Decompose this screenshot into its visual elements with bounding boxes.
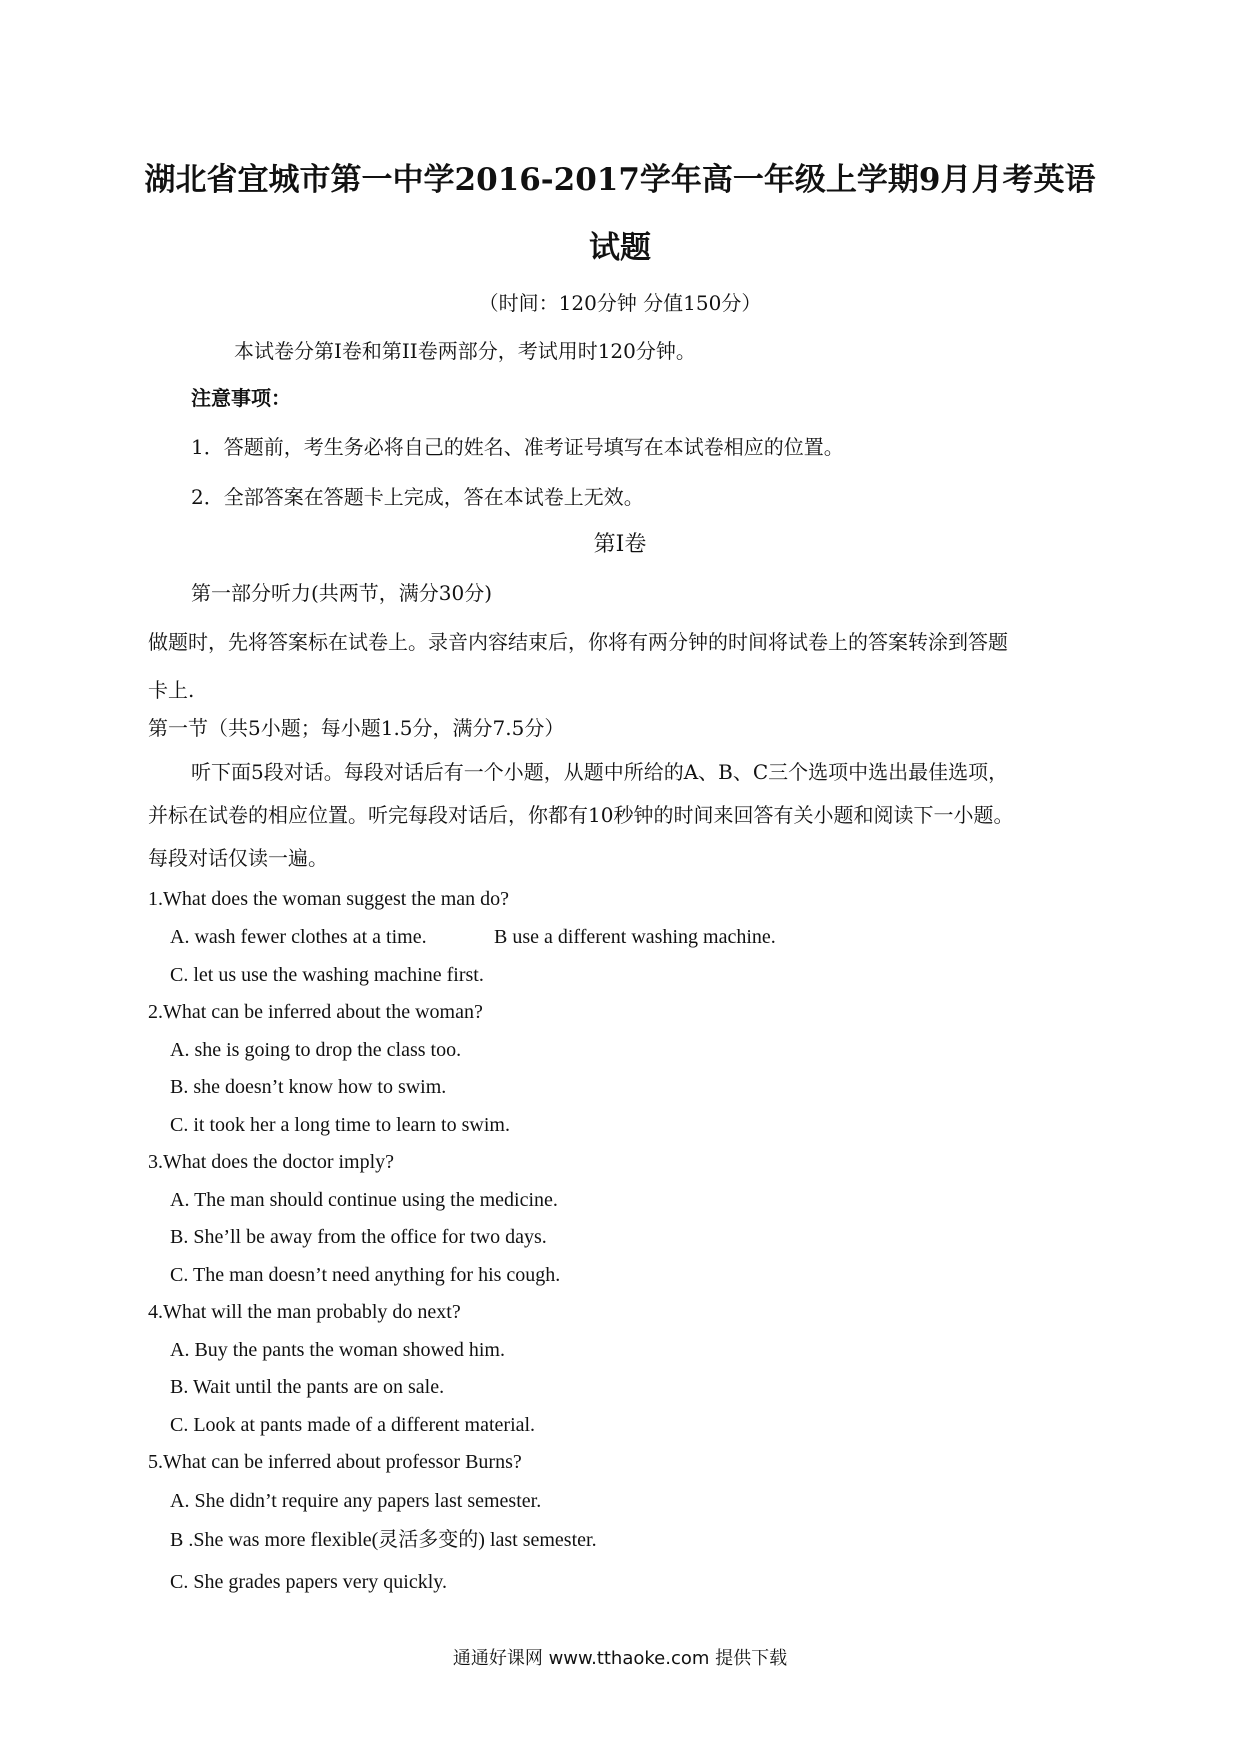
- section-title: 第一部分听力(共两节，满分30分): [191, 581, 493, 605]
- question-5-option-b: B .She was more flexible(灵活多变的) last semester.: [170, 1529, 597, 1551]
- question-4-option-b: B. Wait until the pants are on sale.: [170, 1376, 445, 1398]
- question-3-option-c: C. The man doesn’t need anything for his cough.: [170, 1264, 561, 1286]
- sub-section-title: 第一节（共5小题；每小题1.5分，满分7.5分）: [148, 716, 565, 740]
- paper-description: 本试卷分第I卷和第II卷两部分，考试用时120分钟。: [234, 339, 696, 363]
- question-1-option-b: B use a different washing machine.: [494, 926, 776, 948]
- question-1-option-c: C. let us use the washing machine first.: [170, 964, 484, 986]
- exam-title-line1: 湖北省宜城市第一中学2016-2017学年高一年级上学期9月月考英语: [144, 162, 1096, 198]
- question-3-option-a: A. The man should continue using the medicine.: [170, 1189, 558, 1211]
- instruction-line-2: 卡上.: [148, 678, 195, 702]
- question-1: 1.What does the woman suggest the man do?: [148, 888, 510, 910]
- volume-title: 第I卷: [593, 532, 647, 557]
- question-3: 3.What does the doctor imply?: [148, 1151, 395, 1173]
- question-2: 2.What can be inferred about the woman?: [148, 1001, 483, 1023]
- question-4-option-a: A. Buy the pants the woman showed him.: [170, 1339, 505, 1361]
- instruction-line-1: 做题时，先将答案标在试卷上。录音内容结束后，你将有两分钟的时间将试卷上的答案转涂到答题: [148, 630, 1008, 654]
- notice-label: 注意事项：: [191, 386, 291, 410]
- footer-download-note: 通通好课网 www.tthaoke.com 提供下载: [452, 1648, 788, 1669]
- directions-line-1: 听下面5段对话。每段对话后有一个小题，从题中所给的A、B、C三个选项中选出最佳选项，: [191, 760, 1009, 784]
- question-1-option-a: A. wash fewer clothes at a time.: [170, 926, 427, 948]
- question-5-option-c: C. She grades papers very quickly.: [170, 1571, 447, 1593]
- notice-item-2: 2．全部答案在答题卡上完成，答在本试卷上无效。: [191, 485, 644, 509]
- question-2-option-a: A. she is going to drop the class too.: [170, 1039, 462, 1061]
- directions-line-3: 每段对话仅读一遍。: [148, 846, 328, 870]
- directions-line-2: 并标在试卷的相应位置。听完每段对话后，你都有10秒钟的时间来回答有关小题和阅读下一小题。: [148, 803, 1014, 827]
- question-5: 5.What can be inferred about professor Burns?: [148, 1451, 522, 1473]
- question-4-option-c: C. Look at pants made of a different material.: [170, 1414, 536, 1436]
- time-info: （时间：120分钟 分值150分）: [478, 291, 762, 315]
- exam-title-line2: 试题: [589, 230, 651, 266]
- notice-item-1: 1．答题前，考生务必将自己的姓名、准考证号填写在本试卷相应的位置。: [191, 435, 844, 459]
- question-2-option-b: B. she doesn’t know how to swim.: [170, 1076, 447, 1098]
- question-2-option-c: C. it took her a long time to learn to swim.: [170, 1114, 510, 1136]
- question-4: 4.What will the man probably do next?: [148, 1301, 461, 1323]
- question-3-option-b: B. She’ll be away from the office for two days.: [170, 1226, 547, 1248]
- question-5-option-a: A. She didn’t require any papers last semester.: [170, 1490, 542, 1512]
